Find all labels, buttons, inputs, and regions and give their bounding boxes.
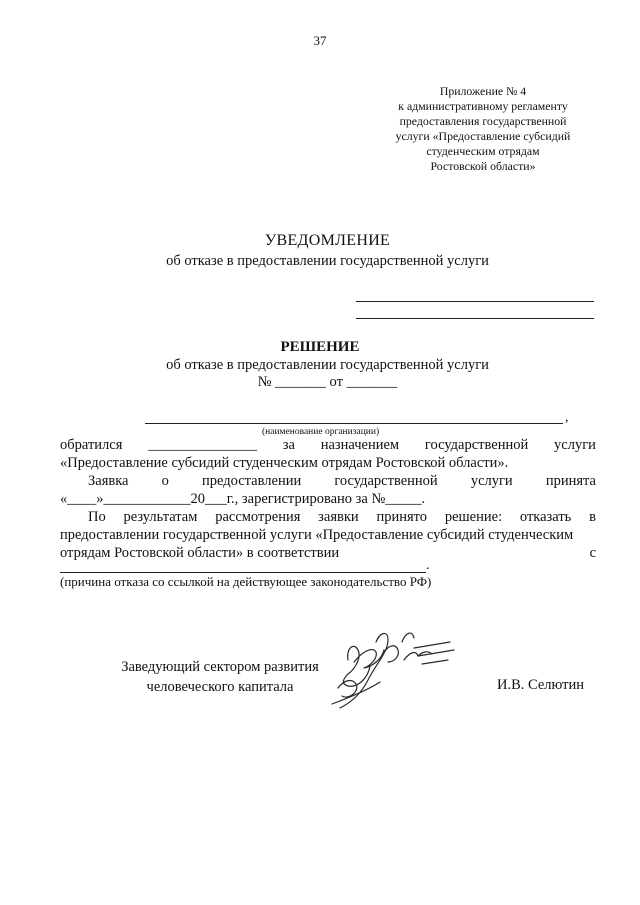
reason-line [60,572,426,573]
word: за [282,437,295,453]
body-line-6: предоставлении государственной услуги «Предоставление субсидий студенческим [60,527,574,543]
position-line: человеческого капитала [146,679,294,695]
word: государственной [424,437,529,453]
word: результатам [123,509,198,525]
page-number: 37 [313,33,327,48]
notice-title: УВЕДОМЛЕНИЕ [264,232,391,249]
word: услуги [470,473,513,489]
appendix-line: услуги «Предоставление субсидий [395,129,571,143]
reason-caption: (причина отказа со ссылкой на действующее законодательство РФ) [60,574,432,589]
word: _______________ [148,437,257,453]
word: предоставлении [201,473,302,489]
word: решение: [444,509,503,525]
reason-line-end: . [426,558,430,573]
word: принята [545,473,596,489]
organization-comma: , [565,410,569,425]
body-line-7 [60,545,596,562]
word: обратился [60,437,123,453]
word: в [589,509,596,525]
signer-name: И.В. Селютин [497,677,585,693]
appendix-line: студенческим отрядам [426,144,540,158]
word: принято [376,509,428,525]
body-line-4: «____»____________20___г., зарегистрировано за №_____. [60,491,426,507]
organization-line [145,423,563,424]
addressee-line-2 [356,318,594,319]
body-line-2: «Предоставление субсидий студенческим отрядам Ростовской области». [60,455,509,471]
body-line-5 [88,509,596,526]
word: заявки [318,509,359,525]
body-line-3 [88,473,596,490]
position-line: Заведующий сектором развития [121,659,319,675]
word: о [161,473,169,489]
word: рассмотрения [215,509,301,525]
notice-subtitle: об отказе в предоставлении государственной услуги [166,253,489,269]
decision-number-line: № _______ от _______ [257,374,398,390]
appendix-line: Приложение № 4 [439,84,527,98]
appendix-line: предоставления государственной [399,114,567,128]
decision-title: РЕШЕНИЕ [280,339,360,355]
word: услуги [554,437,596,453]
word: Заявка [88,473,129,489]
appendix-line: к административному регламенту [398,99,568,113]
word: назначением [320,437,400,453]
organization-caption: (наименование организации) [262,427,380,437]
word: с [589,545,596,561]
word: отказать [519,509,572,525]
word: По [88,509,106,525]
appendix-line: Ростовской области» [430,159,536,173]
body-line-1 [60,437,596,454]
word: государственной [334,473,438,489]
decision-subtitle: об отказе в предоставлении государственной услуги [166,357,489,373]
appendix-header [378,84,588,174]
handwritten-signature [318,622,458,714]
word: отрядам Ростовской области» в соответствии [60,545,340,561]
addressee-line-1 [356,301,594,302]
